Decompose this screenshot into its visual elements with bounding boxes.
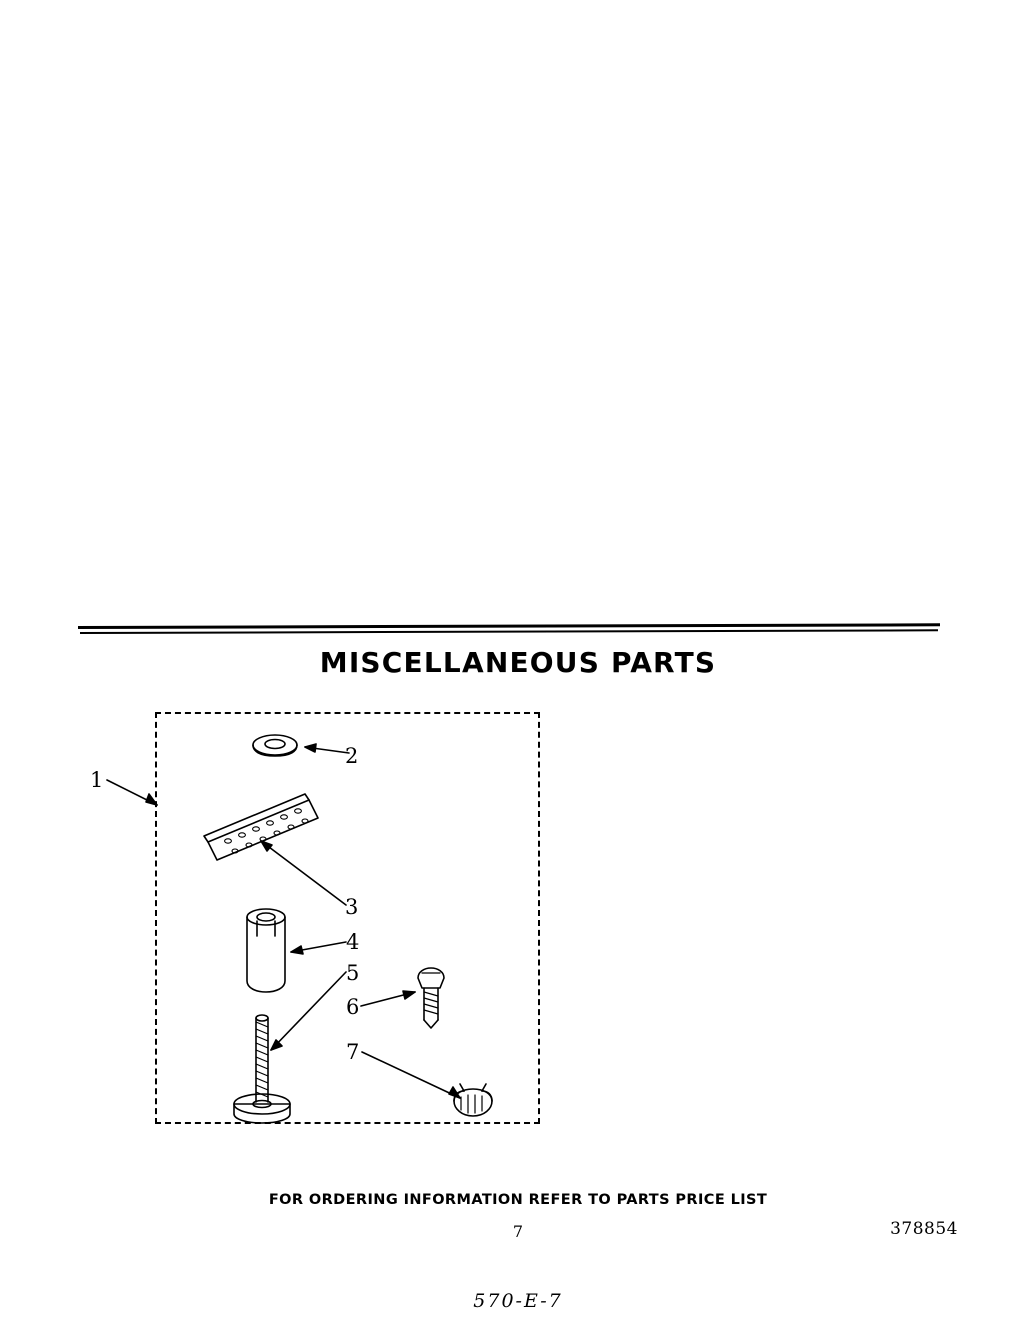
callout-2: 2 xyxy=(345,744,359,768)
callout-5: 5 xyxy=(346,961,360,985)
callout-1: 1 xyxy=(90,768,104,792)
callout-4: 4 xyxy=(346,930,360,954)
ordering-information-note: FOR ORDERING INFORMATION REFER TO PARTS PRICE LIST xyxy=(268,1192,768,1208)
page-number: 7 xyxy=(512,1222,524,1241)
callout-7: 7 xyxy=(346,1040,360,1064)
header-rule xyxy=(78,626,940,634)
document-number: 378854 xyxy=(890,1219,958,1239)
parts-illustration xyxy=(60,700,620,1140)
handwritten-annotation: 570-E-7 xyxy=(473,1290,563,1312)
callout-3: 3 xyxy=(345,895,359,919)
page-title: MISCELLANEOUS PARTS xyxy=(319,646,717,679)
callout-6: 6 xyxy=(346,995,360,1019)
